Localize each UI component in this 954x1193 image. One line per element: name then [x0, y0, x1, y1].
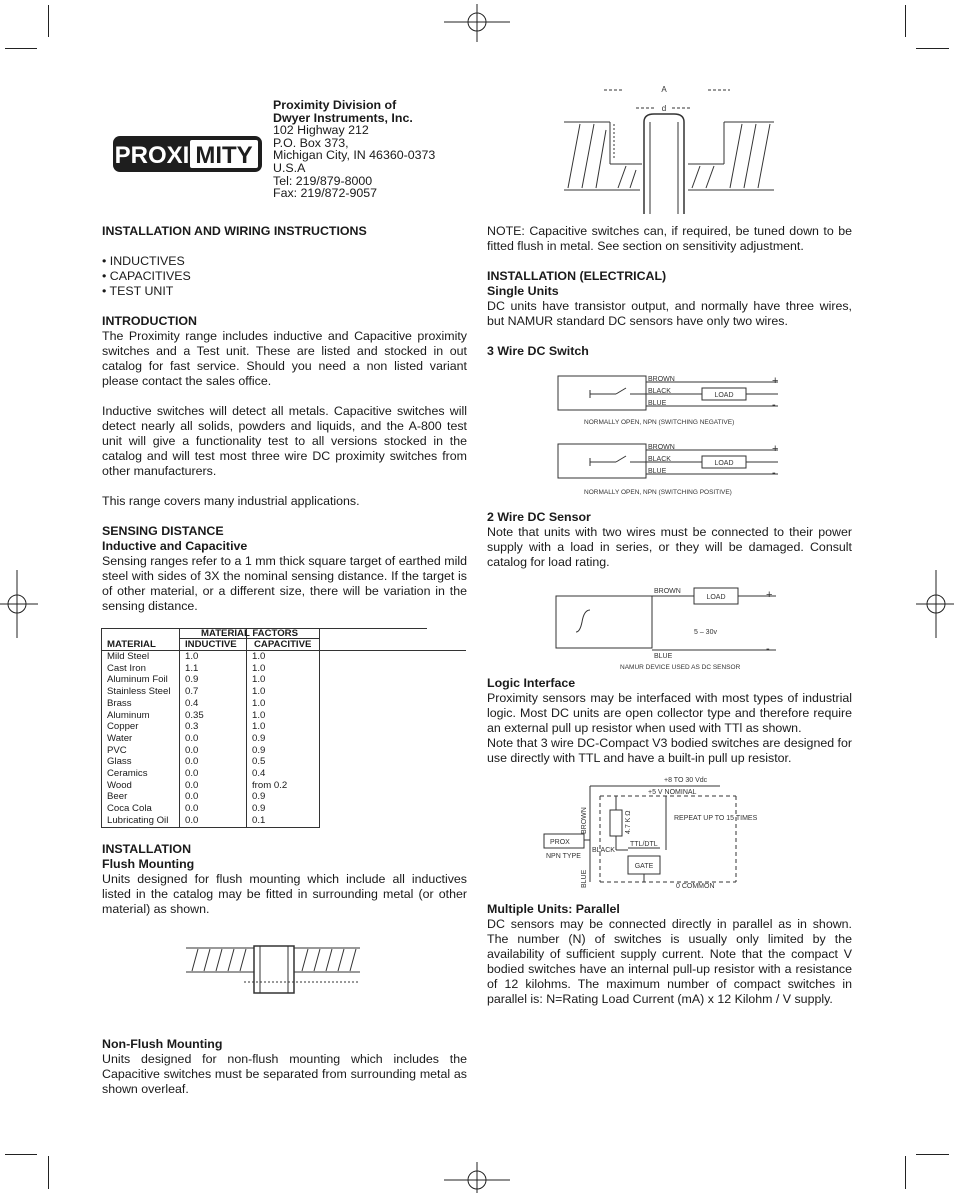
cell-material: Coca Cola — [107, 803, 152, 815]
electrical-heading: INSTALLATION (ELECTRICAL) — [487, 269, 667, 283]
table-row — [101, 674, 319, 686]
wire-brown-label: BROWN — [648, 376, 675, 383]
cell-capacitive: 0.9 — [252, 803, 266, 815]
single-units-heading: Single Units — [487, 284, 559, 298]
gate-label: GATE — [634, 863, 654, 870]
introduction-paragraph-2: Inductive switches will detect all metals. Capacitive switches will detect nearly all solids, powders and liquids, and the A-800 test unit will give a functionality test to all versions stocked in the catalog and will test most three wire DC proximity switches from other manufacturers. — [102, 404, 467, 478]
flush-mounting-heading: Flush Mounting — [102, 857, 195, 871]
namur-caption: NAMUR DEVICE USED AS DC SENSOR — [620, 664, 741, 671]
introduction-paragraph-1: The Proximity range includes inductive and Capacitive proximity switches and a Test unit. These are listed and stocked in out catalog for fast service. Should you need a non listed variant please contact the sales office. — [102, 329, 467, 388]
sensing-distance-heading: SENSING DISTANCE — [102, 524, 224, 538]
column-header-inductive: INDUCTIVE — [185, 639, 237, 650]
right-column-top — [487, 224, 852, 359]
cell-inductive: 0.0 — [185, 756, 199, 768]
company-line-8: Fax: 219/872-9057 — [273, 186, 378, 201]
voltage-label: 5 – 30v — [694, 629, 717, 636]
table-row — [101, 815, 319, 827]
cell-material: Stainless Steel — [107, 686, 171, 698]
single-units-paragraph: DC units have transistor output, and normally have three wires, but NAMUR standard DC sensors have only two wires. — [487, 299, 852, 328]
wire-brown-label: BROWN — [648, 444, 675, 451]
plus-symbol: + — [772, 443, 779, 455]
table-row — [101, 791, 319, 803]
wire-brown-label: BROWN — [654, 588, 681, 595]
wire-black-label: BLACK — [648, 388, 671, 395]
material-rows — [101, 651, 319, 827]
table-row — [101, 756, 319, 768]
cell-capacitive: from 0.2 — [252, 779, 288, 791]
table-row — [101, 663, 319, 675]
cell-capacitive: 1.0 — [252, 721, 266, 733]
cell-capacitive: 1.0 — [252, 709, 266, 721]
logic-interface-paragraph-2: Note that 3 wire DC-Compact V3 bodied switches are designed for use directly with TTL and have a built-in pull up resistor. — [487, 736, 853, 765]
column-header-capacitive: CAPACITIVE — [254, 639, 312, 650]
table-row — [101, 686, 319, 698]
introduction-paragraph-3: This range covers many industrial applications. — [102, 494, 360, 508]
non-flush-dimension-diagram — [560, 80, 780, 216]
cell-capacitive: 1.0 — [252, 662, 266, 674]
table-row — [101, 780, 319, 792]
cell-material: Mild Steel — [107, 651, 150, 662]
list-item: • INDUCTIVES — [102, 254, 185, 268]
plus-symbol: + — [772, 375, 779, 387]
list-item: • CAPACITIVES — [102, 269, 191, 283]
repeat-label: REPEAT UP TO 15 TIMES — [674, 815, 758, 822]
cell-inductive: 0.0 — [185, 814, 199, 826]
multiple-units-section — [487, 902, 852, 1007]
two-wire-section — [487, 510, 852, 570]
logo-text-right: MITY — [195, 142, 253, 169]
wire-blue-label: BLUE — [648, 468, 667, 475]
table-row — [101, 710, 319, 722]
cell-material: Wood — [107, 779, 132, 791]
cell-material: Copper — [107, 721, 139, 733]
table-row — [101, 721, 319, 733]
sensing-distance-subheading: Inductive and Capacitive — [102, 539, 248, 553]
wire-black-label: BLACK — [648, 456, 671, 463]
product-list — [102, 254, 467, 299]
load-label: LOAD — [714, 460, 734, 467]
plus-symbol: + — [766, 589, 773, 601]
npn-type-label: NPN TYPE — [546, 853, 581, 860]
minus-symbol: - — [772, 399, 776, 411]
company-line-7: Tel: 219/879-8000 — [273, 173, 373, 188]
logo-text-left: PROXI — [114, 142, 190, 169]
wire-blue-label: BLUE — [654, 653, 673, 660]
two-wire-diagram — [554, 582, 784, 674]
non-flush-section — [102, 1037, 467, 1097]
column-header-material: MATERIAL — [107, 639, 156, 650]
cell-material: Brass — [107, 697, 132, 709]
installation-section — [102, 842, 467, 917]
multiple-units-heading: Multiple Units: Parallel — [487, 902, 620, 916]
cell-capacitive: 0.9 — [252, 732, 266, 744]
wire-blue-label: BLUE — [581, 869, 588, 888]
logic-interface-section — [487, 676, 852, 766]
company-line-6: U.S.A — [273, 160, 306, 175]
list-item: • TEST UNIT — [102, 284, 174, 298]
company-line-5: Michigan City, IN 46360-0373 — [273, 148, 436, 163]
table-row — [101, 651, 319, 663]
logic-interface-paragraph-1: Proximity sensors may be interfaced with most types of industrial logic. Most DC units are open collector type and therefore require an external pull up resistor when used with TTl as shown. — [487, 691, 852, 735]
cell-capacitive: 0.9 — [252, 744, 266, 756]
cell-capacitive: 0.4 — [252, 768, 266, 780]
table-row — [101, 745, 319, 757]
cell-inductive: 0.9 — [185, 674, 199, 686]
cell-inductive: 0.0 — [185, 779, 199, 791]
cell-capacitive: 0.5 — [252, 756, 266, 768]
caption-switching-negative: NORMALLY OPEN, NPN (SWITCHING NEGATIVE) — [584, 419, 735, 426]
cell-capacitive: 1.0 — [252, 686, 266, 698]
nominal-voltage-label: +5 V NOMINAL — [648, 789, 697, 796]
load-label: LOAD — [714, 392, 734, 399]
non-flush-paragraph: Units designed for non-flush mounting which includes the Capacitive switches must be separated from surrounding metal as shown overleaf. — [102, 1052, 467, 1096]
prox-label: PROX — [550, 839, 570, 846]
three-wire-heading: 3 Wire DC Switch — [487, 344, 589, 358]
two-wire-paragraph: Note that units with two wires must be connected to their power supply with a load in series, or they will be damaged. Consult catalog for load rating. — [487, 525, 852, 569]
table-row — [101, 803, 319, 815]
resistor-label: 4.7 K Ω — [625, 810, 632, 834]
cell-material: Lubricating Oil — [107, 814, 169, 826]
wire-blue-label: BLUE — [648, 400, 667, 407]
three-wire-diagram — [556, 370, 788, 500]
left-column — [102, 224, 467, 614]
material-factors-header: MATERIAL FACTORS — [200, 628, 298, 639]
caption-switching-positive: NORMALLY OPEN, NPN (SWITCHING POSITIVE) — [584, 489, 732, 496]
company-line-3: 102 Highway 212 — [273, 123, 369, 138]
cell-material: Beer — [107, 791, 128, 803]
proximity-logo — [113, 136, 262, 172]
logic-interface-diagram — [540, 772, 760, 898]
cell-material: Cast Iron — [107, 662, 146, 674]
common-label: 0 COMMON — [676, 883, 715, 890]
wire-brown-label: BROWN — [581, 807, 588, 834]
cell-material: Aluminum — [107, 709, 150, 721]
document-title: INSTALLATION AND WIRING INSTRUCTIONS — [102, 224, 367, 238]
company-line-1: Proximity Division of — [273, 98, 397, 112]
cell-material: PVC — [107, 744, 127, 756]
cell-inductive: 0.7 — [185, 686, 199, 698]
load-label: LOAD — [706, 594, 726, 601]
company-line-2: Dwyer Instruments, Inc. — [273, 110, 413, 125]
cell-inductive: 1.1 — [185, 662, 199, 674]
flush-mounting-diagram — [184, 940, 364, 996]
two-wire-heading: 2 Wire DC Sensor — [487, 510, 591, 524]
minus-symbol: - — [766, 643, 770, 655]
logic-interface-heading: Logic Interface — [487, 676, 576, 690]
cell-inductive: 0.3 — [185, 721, 199, 733]
cell-material: Glass — [107, 756, 132, 768]
dimension-label-d: d — [661, 104, 667, 113]
cell-material: Ceramics — [107, 768, 148, 780]
cell-inductive: 0.0 — [185, 768, 199, 780]
cell-capacitive: 0.9 — [252, 791, 266, 803]
cell-capacitive: 1.0 — [252, 651, 266, 662]
cell-inductive: 0.0 — [185, 791, 199, 803]
introduction-heading: INTRODUCTION — [102, 314, 197, 328]
company-line-4: P.O. Box 373, — [273, 135, 349, 150]
table-row — [101, 768, 319, 780]
cell-inductive: 0.35 — [185, 709, 204, 721]
non-flush-heading: Non-Flush Mounting — [102, 1037, 223, 1051]
company-address — [273, 99, 435, 200]
ttl-label: TTL/DTL — [630, 841, 658, 848]
multiple-units-paragraph: DC sensors may be connected directly in parallel as in shown. The number (N) of switches is usually only limited by the availability of sufficient supply current. Note that the compact V bodied switches have an internal pull-up resistor with a resistance of 12 kilohms. The maximum number of compact switches in parallel is: N=Rating Load Current (mA) x 12 Kilohm / V supply. — [487, 917, 852, 1006]
supply-voltage-label: +8 TO 30 Vdc — [664, 777, 708, 784]
sensing-distance-paragraph: Sensing ranges refer to a 1 mm thick square target of earthed mild steel with sides of 3X the nominal sensing distance. If the target is of other material, or a different size, there will be variation in the sensing distance. — [102, 554, 467, 613]
cell-capacitive: 1.0 — [252, 674, 266, 686]
dimension-label-a: A — [661, 85, 667, 94]
cell-inductive: 0.0 — [185, 803, 199, 815]
wire-black-label: BLACK — [592, 847, 615, 854]
cell-capacitive: 0.1 — [252, 814, 266, 826]
table-row — [101, 698, 319, 710]
cell-material: Water — [107, 732, 133, 744]
minus-symbol: - — [772, 467, 776, 479]
cell-inductive: 0.0 — [185, 732, 199, 744]
cell-inductive: 1.0 — [185, 651, 199, 662]
cell-inductive: 0.0 — [185, 744, 199, 756]
cell-inductive: 0.4 — [185, 697, 199, 709]
cell-material: Aluminum Foil — [107, 674, 168, 686]
installation-heading: INSTALLATION — [102, 842, 192, 856]
flush-mounting-paragraph: Units designed for flush mounting which include all inductives listed in the catalog may be fitted in surrounding metal (or other material) as shown. — [102, 872, 467, 916]
table-row — [101, 733, 319, 745]
capacitive-note: NOTE: Capacitive switches can, if required, be tuned down to be fitted flush in metal. See section on sensitivity adjustment. — [487, 224, 852, 253]
cell-capacitive: 1.0 — [252, 697, 266, 709]
